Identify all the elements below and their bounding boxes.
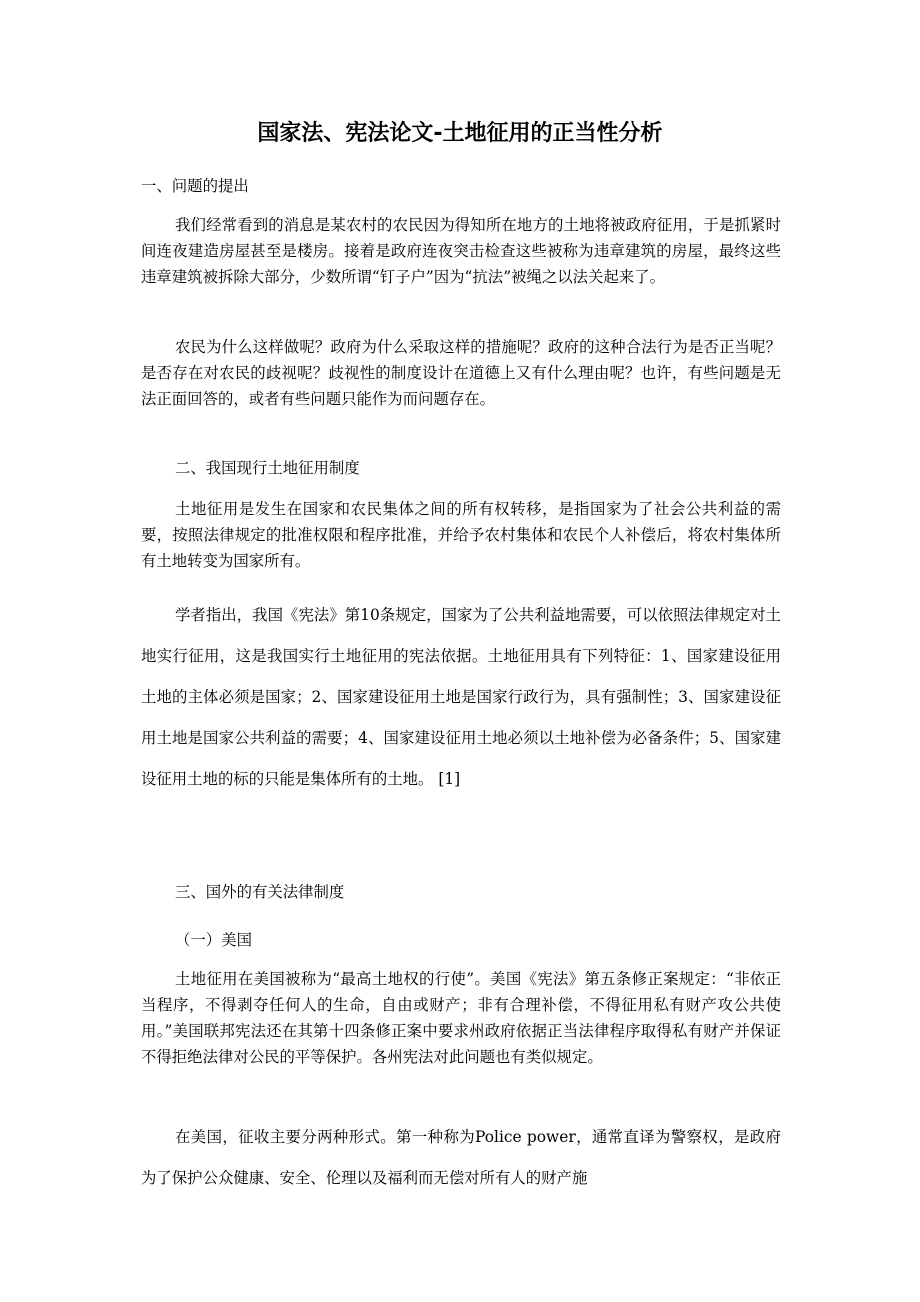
paragraph-3: 土地征用是发生在国家和农民集体之间的所有权转移，是指国家为了社会公共利益的需要，按照法律规定的批准权限和程序批准，并给予农村集体和农民个人补偿后，将农村集体所有土地转变为国家所有。: [141, 500, 781, 570]
paragraph-2: 农民为什么这样做呢？政府为什么采取这样的措施呢？政府的这种合法行为是否正当呢？是否存在对农民的歧视呢？歧视性的制度设计在道德上又有什么理由呢？也许，有些问题是无法正面回答的，或者有些问题只能作为而问题存在。: [141, 338, 781, 408]
section-heading-2: 二、我国现行土地征用制度: [175, 459, 360, 477]
section-heading-1: 一、问题的提出: [141, 177, 249, 195]
paragraph-6: 在美国，征收主要分两种形式。第一种称为Police power，通常直译为警察权，是政府为了保护公众健康、安全、伦理以及福利而无偿对所有人的财产施: [141, 1128, 781, 1187]
paragraph-4: 学者指出，我国《宪法》第10条规定，国家为了公共利益地需要，可以依照法律规定对土地实行征用，这是我国实行土地征用的宪法依据。土地征用具有下列特征：1、国家建设征用土地的主体必须是国家；2、国家建设征用土地是国家行政行为，具有强制性；3、国家建设征用土地是国家公共利益的需要；4、国家建设征用土地必须以土地补偿为必备条件；5、国家建设征用土地的标的只能是集体所有的土地。 [1]: [141, 606, 781, 788]
paragraph-5: 土地征用在美国被称为“最高土地权的行使”。美国《宪法》第五条修正案规定：“非依正当程序，不得剥夺任何人的生命，自由或财产；非有合理补偿，不得征用私有财产攻公共使用。”美国联邦宪法还在其第十四条修正案中要求州政府依据正当法律程序取得私有财产并保证不得拒绝法律对公民的平等保护。各州宪法对此问题也有类似规定。: [141, 970, 781, 1066]
subsection-heading-usa: （一）美国: [175, 931, 252, 949]
paragraph-1: 我们经常看到的消息是某农村的农民因为得知所在地方的土地将被政府征用，于是抓紧时间连夜建造房屋甚至是楼房。接着是政府连夜突击检查这些被称为违章建筑的房屋，最终这些违章建筑被拆除大部分，少数所谓“钉子户”因为“抗法”被绳之以法关起来了。: [141, 216, 781, 286]
document-title: 国家法、宪法论文-土地征用的正当性分析: [257, 121, 663, 146]
section-heading-3: 三、国外的有关法律制度: [175, 883, 345, 901]
